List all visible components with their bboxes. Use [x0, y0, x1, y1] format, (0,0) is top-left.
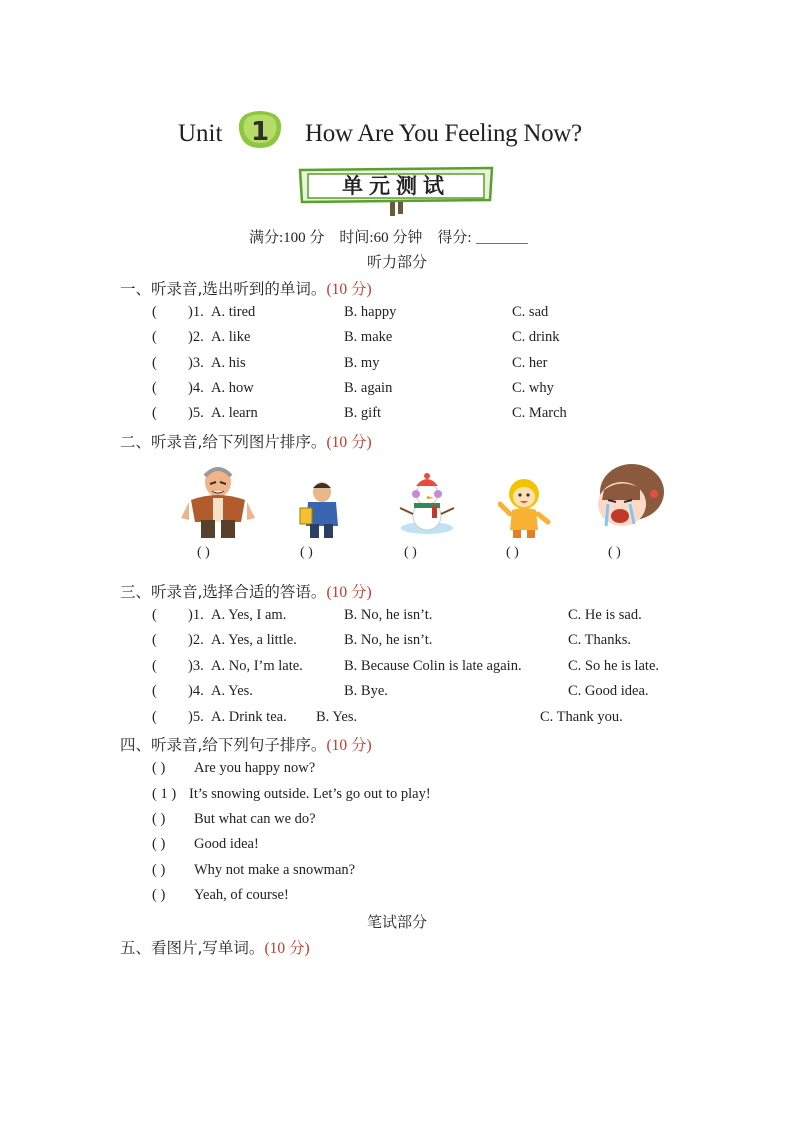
snowman-image	[394, 472, 460, 542]
option-b: B. again	[344, 380, 393, 396]
option-c: C. drink	[512, 329, 560, 345]
section-1-score: (10 分)	[326, 281, 372, 298]
section-4-score: (10 分)	[326, 737, 372, 754]
option-b: B. make	[344, 329, 393, 345]
section-3-heading	[120, 580, 372, 602]
section-3-score: (10 分)	[326, 584, 372, 601]
question-number: )1.	[188, 607, 204, 623]
option-c: C. why	[512, 380, 554, 396]
option-a: A. tired	[211, 304, 256, 320]
order-blank[interactable]: ( )	[152, 862, 166, 878]
option-b: B. Because Colin is late again.	[344, 658, 522, 674]
option-a: A. Yes.	[211, 683, 253, 699]
picture-order-blank[interactable]: ( )	[608, 545, 621, 560]
section-3-title: 三、听录音,选择合适的答语。	[120, 583, 327, 601]
answer-blank[interactable]: (	[152, 405, 157, 421]
sentence-text: Good idea!	[194, 836, 259, 852]
unit-title: How Are You Feeling Now?	[305, 120, 582, 147]
crying-girl-image	[590, 460, 670, 540]
option-b: B. Bye.	[344, 683, 388, 699]
order-blank[interactable]: ( )	[152, 760, 166, 776]
sentence-text: Yeah, of course!	[194, 887, 289, 903]
option-b: B. Yes.	[316, 709, 358, 725]
option-a: A. his	[211, 355, 246, 371]
question-number: )3.	[188, 355, 204, 371]
answer-blank[interactable]: (	[152, 632, 157, 648]
sentence-text: Are you happy now?	[194, 760, 316, 776]
answer-blank[interactable]: (	[152, 380, 157, 396]
sentence-text: It’s snowing outside. Let’s go out to play!	[189, 786, 431, 802]
question-number: )1.	[188, 304, 204, 320]
banner-text: 单元测试	[342, 174, 450, 198]
option-c: C. So he is late.	[568, 658, 660, 674]
option-a: A. like	[211, 329, 251, 345]
order-blank[interactable]: ( )	[152, 887, 166, 903]
unit-number-badge	[238, 110, 282, 150]
option-c: C. Good idea.	[568, 683, 649, 699]
order-blank[interactable]: ( )	[152, 836, 166, 852]
section-1-heading	[120, 277, 372, 299]
option-a: A. how	[211, 380, 254, 396]
writing-section-label: 笔试部分	[366, 915, 427, 931]
title-row	[0, 104, 794, 164]
score-blank[interactable]	[476, 229, 528, 244]
picture-order-blank[interactable]: ( )	[300, 545, 313, 560]
section-5-heading	[120, 936, 310, 958]
order-blank[interactable]: ( 1 )	[152, 786, 177, 802]
section-4-title: 四、听录音,给下列句子排序。	[120, 736, 327, 754]
order-blank[interactable]: ( )	[152, 811, 166, 827]
unit-test-banner	[298, 166, 494, 218]
answer-blank[interactable]: (	[152, 658, 157, 674]
section-2-score: (10 分)	[326, 434, 372, 451]
answer-blank[interactable]: (	[152, 355, 157, 371]
score-label: 得分:	[437, 230, 472, 246]
question-number: )5.	[188, 405, 204, 421]
picture-order-blank[interactable]: ( )	[197, 545, 210, 560]
question-number: )5.	[188, 709, 204, 725]
test-info	[249, 226, 528, 247]
angry-man-image	[177, 460, 259, 542]
answer-blank[interactable]: (	[152, 709, 157, 725]
section-2-heading	[120, 430, 372, 452]
unit-number: 1	[250, 117, 270, 147]
option-b: B. my	[344, 355, 380, 371]
section-1-title: 一、听录音,选出听到的单词。	[120, 280, 327, 298]
answer-blank[interactable]: (	[152, 683, 157, 699]
option-b: B. No, he isn’t.	[344, 632, 433, 648]
question-number: )4.	[188, 683, 204, 699]
section-2-title: 二、听录音,给下列图片排序。	[120, 433, 327, 451]
picture-order-blank[interactable]: ( )	[506, 545, 519, 560]
happy-child-image	[498, 474, 552, 540]
listening-section-label: 听力部分	[366, 255, 427, 271]
answer-blank[interactable]: (	[152, 304, 157, 320]
section-4-heading	[120, 733, 372, 755]
section-5-title: 五、看图片,写单词。	[120, 939, 265, 957]
option-c: C. March	[512, 405, 567, 421]
unit-word: Unit	[178, 120, 223, 147]
option-c: C. sad	[512, 304, 549, 320]
option-a: A. Yes, a little.	[211, 632, 297, 648]
time-limit: 时间:60 分钟	[339, 230, 423, 246]
option-c: C. He is sad.	[568, 607, 642, 623]
full-marks: 满分:100 分	[249, 230, 325, 246]
option-c: C. Thank you.	[540, 709, 623, 725]
option-b: B. No, he isn’t.	[344, 607, 433, 623]
answer-blank[interactable]: (	[152, 607, 157, 623]
option-a: A. Yes, I am.	[211, 607, 287, 623]
option-a: A. Drink tea.	[211, 709, 287, 725]
section-5-score: (10 分)	[264, 940, 310, 957]
option-b: B. happy	[344, 304, 397, 320]
question-number: )3.	[188, 658, 204, 674]
tired-man-image	[294, 478, 346, 540]
sentence-text: But what can we do?	[194, 811, 316, 827]
question-number: )2.	[188, 329, 204, 345]
option-a: A. learn	[211, 405, 258, 421]
answer-blank[interactable]: (	[152, 329, 157, 345]
sentence-text: Why not make a snowman?	[194, 862, 356, 878]
question-number: )2.	[188, 632, 204, 648]
option-c: C. her	[512, 355, 548, 371]
option-b: B. gift	[344, 405, 382, 421]
picture-order-blank[interactable]: ( )	[404, 545, 417, 560]
option-c: C. Thanks.	[568, 632, 631, 648]
option-a: A. No, I’m late.	[211, 658, 303, 674]
question-number: )4.	[188, 380, 204, 396]
